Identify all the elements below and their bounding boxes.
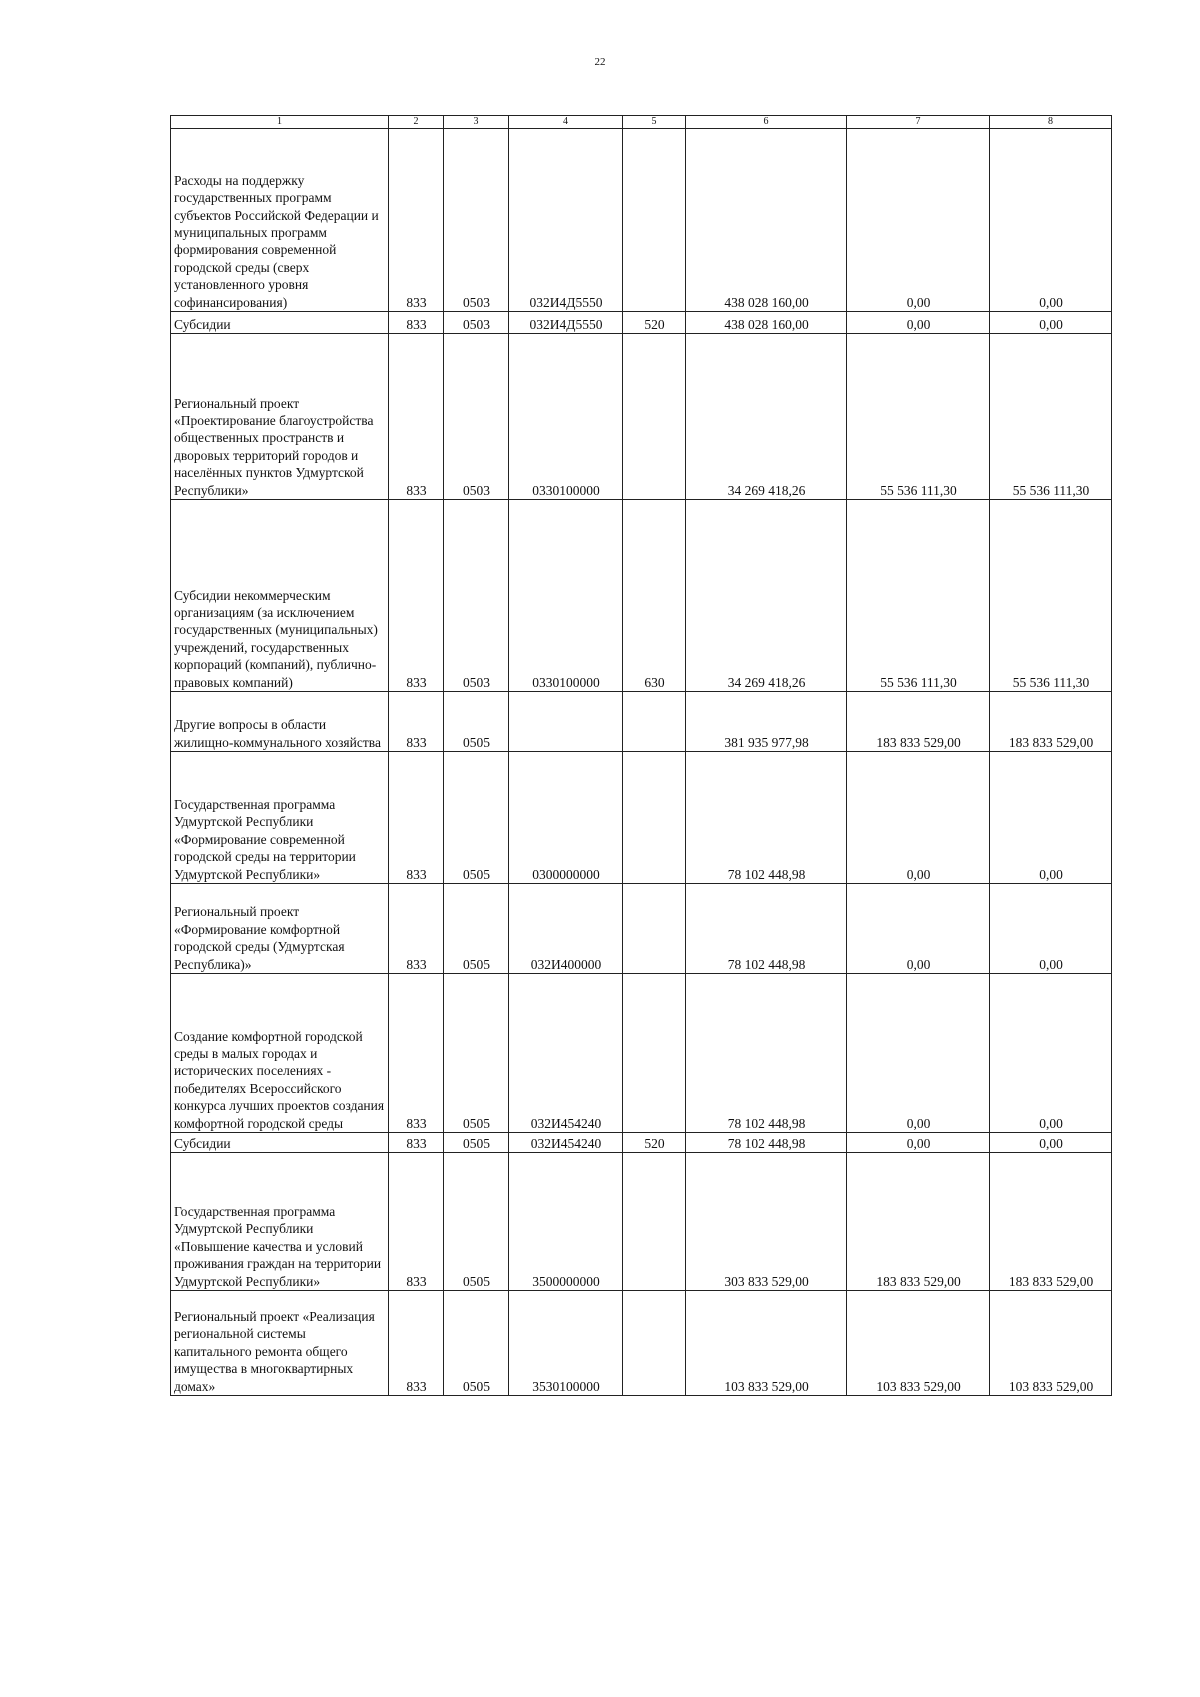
column-number: 4 xyxy=(509,116,623,129)
row-sum-1: 78 102 448,98 xyxy=(686,974,847,1133)
row-vr xyxy=(623,692,686,752)
row-vr xyxy=(623,129,686,312)
column-number: 1 xyxy=(171,116,389,129)
row-grbs: 833 xyxy=(389,334,444,500)
column-number-row xyxy=(171,116,1112,129)
row-sum-3: 0,00 xyxy=(990,1133,1112,1153)
row-sum-3: 0,00 xyxy=(990,312,1112,334)
row-target: 3530100000 xyxy=(509,1291,623,1396)
table-row xyxy=(171,1153,1112,1291)
row-target: 0330100000 xyxy=(509,334,623,500)
row-sum-1: 438 028 160,00 xyxy=(686,129,847,312)
row-section: 0505 xyxy=(444,1153,509,1291)
row-section: 0503 xyxy=(444,312,509,334)
row-sum-1: 78 102 448,98 xyxy=(686,1133,847,1153)
row-sum-3: 183 833 529,00 xyxy=(990,1153,1112,1291)
row-name: Региональный проект «Реализация региональной системы капитального ремонта общего имущества в многоквартирных домах» xyxy=(171,1291,389,1396)
row-sum-1: 103 833 529,00 xyxy=(686,1291,847,1396)
row-name: Региональный проект «Проектирование благоустройства общественных пространств и дворовых территорий городов и населённых пунктов Удмуртской Республики» xyxy=(171,334,389,500)
row-sum-1: 34 269 418,26 xyxy=(686,334,847,500)
row-grbs: 833 xyxy=(389,500,444,692)
column-number: 3 xyxy=(444,116,509,129)
row-target: 032И400000 xyxy=(509,884,623,974)
row-sum-3: 0,00 xyxy=(990,974,1112,1133)
row-section: 0505 xyxy=(444,692,509,752)
row-sum-3: 183 833 529,00 xyxy=(990,692,1112,752)
row-sum-1: 34 269 418,26 xyxy=(686,500,847,692)
row-grbs: 833 xyxy=(389,129,444,312)
row-section: 0503 xyxy=(444,334,509,500)
row-sum-3: 0,00 xyxy=(990,752,1112,884)
row-vr xyxy=(623,334,686,500)
row-target: 0300000000 xyxy=(509,752,623,884)
row-grbs: 833 xyxy=(389,752,444,884)
row-sum-2: 183 833 529,00 xyxy=(847,1153,990,1291)
row-vr xyxy=(623,752,686,884)
row-sum-1: 78 102 448,98 xyxy=(686,884,847,974)
column-number: 2 xyxy=(389,116,444,129)
row-sum-2: 103 833 529,00 xyxy=(847,1291,990,1396)
column-number: 5 xyxy=(623,116,686,129)
row-target: 032И4Д5550 xyxy=(509,129,623,312)
row-section: 0505 xyxy=(444,1291,509,1396)
row-sum-2: 0,00 xyxy=(847,312,990,334)
row-sum-1: 438 028 160,00 xyxy=(686,312,847,334)
row-grbs: 833 xyxy=(389,884,444,974)
row-target: 3500000000 xyxy=(509,1153,623,1291)
row-section: 0505 xyxy=(444,1133,509,1153)
row-sum-3: 0,00 xyxy=(990,884,1112,974)
column-number: 7 xyxy=(847,116,990,129)
row-section: 0505 xyxy=(444,884,509,974)
row-sum-2: 0,00 xyxy=(847,974,990,1133)
row-section: 0503 xyxy=(444,129,509,312)
budget-table xyxy=(170,115,1112,1396)
row-grbs: 833 xyxy=(389,1291,444,1396)
table-row xyxy=(171,312,1112,334)
row-vr xyxy=(623,1153,686,1291)
row-grbs: 833 xyxy=(389,1153,444,1291)
table-row xyxy=(171,1133,1112,1153)
table-row xyxy=(171,500,1112,692)
row-sum-3: 0,00 xyxy=(990,129,1112,312)
row-sum-2: 55 536 111,30 xyxy=(847,500,990,692)
row-name: Субсидии xyxy=(171,1133,389,1153)
row-grbs: 833 xyxy=(389,692,444,752)
row-name: Создание комфортной городской среды в малых городах и исторических поселениях - победителях Всероссийского конкурса лучших проектов создания комфортной городской среды xyxy=(171,974,389,1133)
column-number: 6 xyxy=(686,116,847,129)
row-target: 032И4Д5550 xyxy=(509,312,623,334)
table-row xyxy=(171,752,1112,884)
row-target xyxy=(509,692,623,752)
row-sum-1: 78 102 448,98 xyxy=(686,752,847,884)
row-section: 0505 xyxy=(444,752,509,884)
table-row xyxy=(171,1291,1112,1396)
row-name: Расходы на поддержку государственных программ субъектов Российской Федерации и муниципальных программ формирования современной городской среды (сверх установленного уровня софинансирования) xyxy=(171,129,389,312)
table-row xyxy=(171,884,1112,974)
row-vr xyxy=(623,974,686,1133)
row-name: Государственная программа Удмуртской Республики «Формирование современной городской среды на территории Удмуртской Республики» xyxy=(171,752,389,884)
row-sum-2: 0,00 xyxy=(847,884,990,974)
row-name: Региональный проект «Формирование комфортной городской среды (Удмуртская Республика)» xyxy=(171,884,389,974)
row-sum-2: 0,00 xyxy=(847,752,990,884)
page-number: 22 xyxy=(594,56,606,68)
row-section: 0505 xyxy=(444,974,509,1133)
row-sum-3: 55 536 111,30 xyxy=(990,334,1112,500)
row-sum-2: 183 833 529,00 xyxy=(847,692,990,752)
row-name: Государственная программа Удмуртской Республики «Повышение качества и условий проживания граждан на территории Удмуртской Республики» xyxy=(171,1153,389,1291)
row-target: 032И454240 xyxy=(509,1133,623,1153)
row-grbs: 833 xyxy=(389,1133,444,1153)
row-target: 0330100000 xyxy=(509,500,623,692)
row-grbs: 833 xyxy=(389,312,444,334)
row-sum-3: 55 536 111,30 xyxy=(990,500,1112,692)
row-name: Другие вопросы в области жилищно-коммунального хозяйства xyxy=(171,692,389,752)
row-vr: 520 xyxy=(623,312,686,334)
row-vr xyxy=(623,1291,686,1396)
row-sum-3: 103 833 529,00 xyxy=(990,1291,1112,1396)
row-sum-2: 55 536 111,30 xyxy=(847,334,990,500)
row-sum-2: 0,00 xyxy=(847,129,990,312)
row-target: 032И454240 xyxy=(509,974,623,1133)
row-vr: 520 xyxy=(623,1133,686,1153)
column-number: 8 xyxy=(990,116,1112,129)
table-row xyxy=(171,692,1112,752)
row-name: Субсидии xyxy=(171,312,389,334)
table-row xyxy=(171,334,1112,500)
table-row xyxy=(171,129,1112,312)
row-sum-2: 0,00 xyxy=(847,1133,990,1153)
row-sum-1: 303 833 529,00 xyxy=(686,1153,847,1291)
row-vr xyxy=(623,884,686,974)
row-grbs: 833 xyxy=(389,974,444,1133)
row-name: Субсидии некоммерческим организациям (за исключением государственных (муниципальных) учреждений, государственных корпораций (компаний), публично-правовых компаний) xyxy=(171,500,389,692)
row-vr: 630 xyxy=(623,500,686,692)
row-sum-1: 381 935 977,98 xyxy=(686,692,847,752)
row-section: 0503 xyxy=(444,500,509,692)
table-row xyxy=(171,974,1112,1133)
